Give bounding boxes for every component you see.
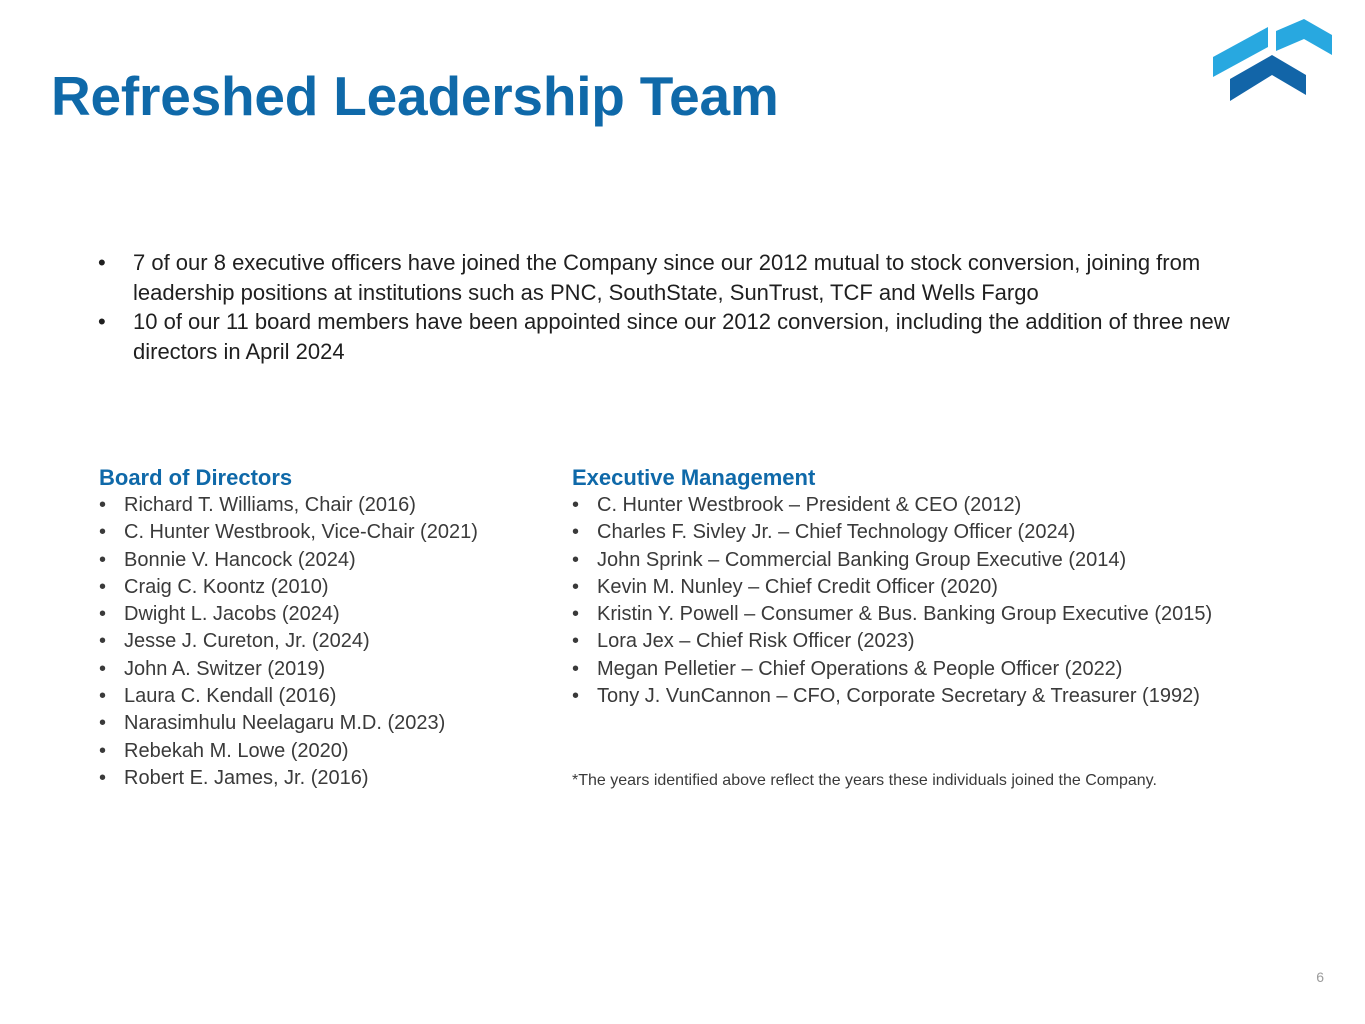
executive-member: • Megan Pelletier – Chief Operations & People Officer (2022) (572, 656, 1332, 683)
board-member: • Richard T. Williams, Chair (2016) (99, 492, 559, 519)
board-member: • Craig C. Koontz (2010) (99, 574, 559, 601)
executive-member: • Charles F. Sivley Jr. – Chief Technology Officer (2024) (572, 519, 1332, 546)
footnote: *The years identified above reflect the years these individuals joined the Company. (572, 772, 1157, 789)
board-member: • Robert E. James, Jr. (2016) (99, 765, 559, 792)
intro-bullet: • 7 of our 8 executive officers have joined the Company since our 2012 mutual to stock conversion, joining from leadership positions at institutions such as PNC, SouthState, SunTrust, TCF and Wells Fargo (98, 248, 1268, 307)
executive-member: • C. Hunter Westbrook – President & CEO (2012) (572, 492, 1332, 519)
executive-list (572, 492, 1332, 710)
executive-member: • Kristin Y. Powell – Consumer & Bus. Banking Group Executive (2015) (572, 601, 1332, 628)
executive-member: • Lora Jex – Chief Risk Officer (2023) (572, 628, 1332, 655)
board-member: • Dwight L. Jacobs (2024) (99, 601, 559, 628)
executive-heading: Executive Management (572, 465, 816, 490)
board-member: • John A. Switzer (2019) (99, 656, 559, 683)
board-heading: Board of Directors (99, 465, 293, 490)
board-member: • Jesse J. Cureton, Jr. (2024) (99, 628, 559, 655)
logo-dark-chevron (1230, 55, 1306, 101)
executive-management-section (572, 463, 1332, 710)
executive-member: • Tony J. VunCannon – CFO, Corporate Secretary & Treasurer (1992) (572, 683, 1332, 710)
executive-member: • Kevin M. Nunley – Chief Credit Officer (2020) (572, 574, 1332, 601)
logo-light-peak (1276, 19, 1332, 55)
board-member: • Narasimhulu Neelagaru M.D. (2023) (99, 710, 559, 737)
executive-member: • John Sprink – Commercial Banking Group Executive (2014) (572, 547, 1332, 574)
intro-bullet: • 10 of our 11 board members have been appointed since our 2012 conversion, including the addition of three new directors in April 2024 (98, 307, 1268, 366)
intro-bullet-list (98, 248, 1268, 366)
board-member-list (99, 492, 559, 792)
board-of-directors-section (99, 463, 559, 792)
board-member: • C. Hunter Westbrook, Vice-Chair (2021) (99, 519, 559, 546)
board-member: • Bonnie V. Hancock (2024) (99, 547, 559, 574)
board-member: • Rebekah M. Lowe (2020) (99, 738, 559, 765)
board-member: • Laura C. Kendall (2016) (99, 683, 559, 710)
page-number: 6 (1316, 969, 1324, 985)
company-logo-icon (1213, 19, 1332, 103)
slide-title: Refreshed Leadership Team (51, 65, 779, 127)
